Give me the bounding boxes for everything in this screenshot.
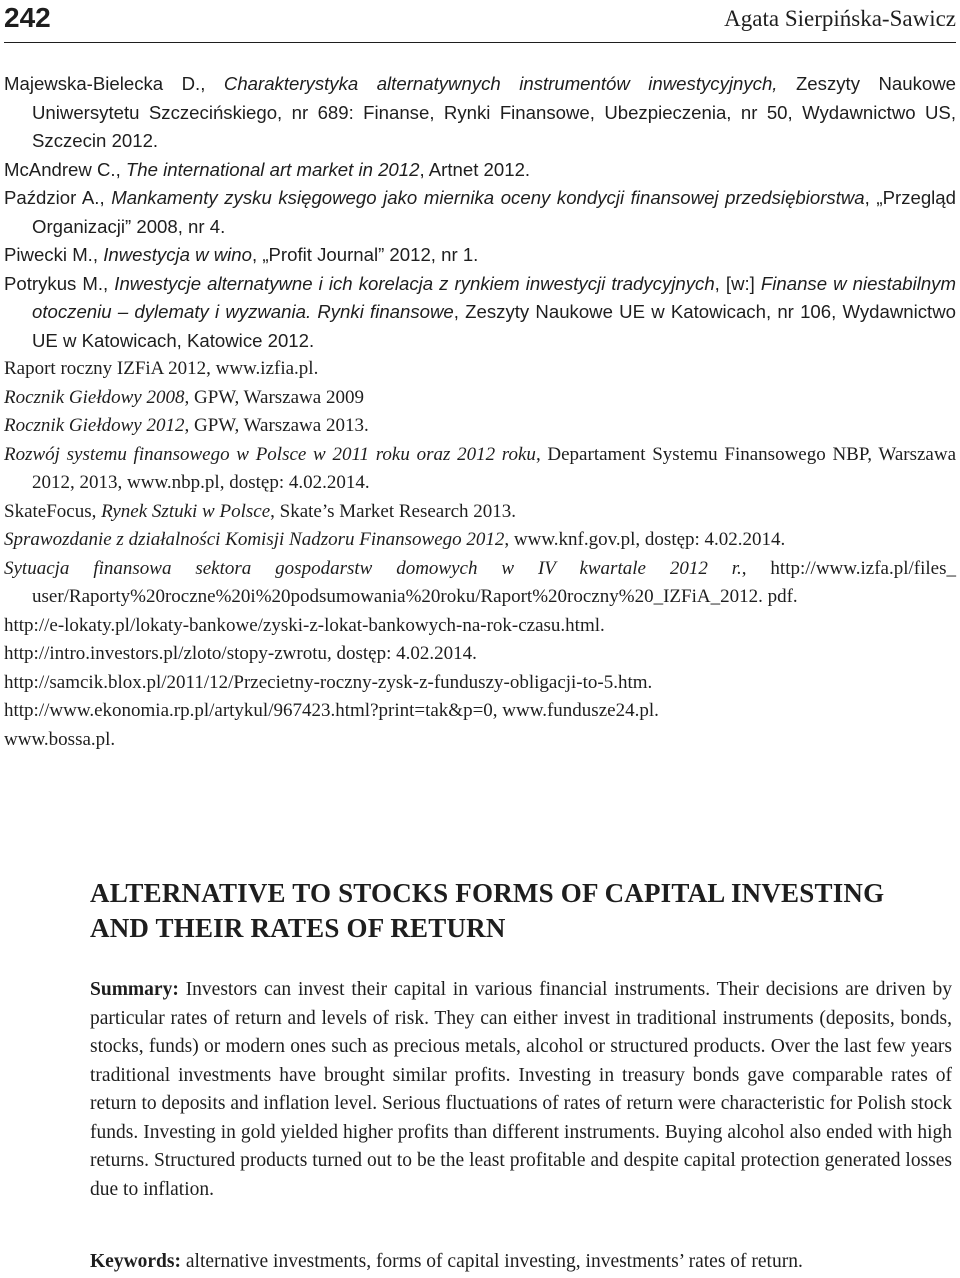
reference-entry <box>4 70 956 156</box>
reference-text: , GPW, Warszawa 2013. <box>184 415 369 436</box>
reference-text: Paździor A., <box>4 187 112 208</box>
reference-text: Potrykus M., <box>4 272 115 294</box>
reference-text: , GPW, Warszawa 2009 <box>184 386 364 408</box>
reference-title: Rozwój systemu finansowego w Polsce w 2011 roku oraz 2012 roku <box>4 443 536 465</box>
reference-text: , Artnet 2012. <box>419 158 531 180</box>
reference-entry <box>4 441 956 498</box>
page-header <box>4 0 956 40</box>
keywords-label: Keywords: <box>90 1251 181 1272</box>
reference-entry <box>4 612 956 641</box>
reference-title: Rocznik Giełdowy 2012 <box>4 415 185 436</box>
reference-text: , Zeszyty Naukowe UE w Katowicach, nr 106, Wydawnictwo UE w Katowicach, Katowice 2012. <box>32 301 956 351</box>
reference-text: SkateFocus, <box>4 500 102 522</box>
reference-text: www.bossa.pl. <box>4 728 116 750</box>
reference-title: Charakterystyka alternatywnych instrumentów inwestycyjnych, <box>223 73 778 94</box>
reference-text: http://samcik.blox.pl/2011/12/Przecietny-roczny-zysk-z-funduszy-obligacji-to-5.htm. <box>4 671 653 693</box>
reference-title: Inwestycje alternatywne i ich korelacja z rynkiem inwestycji tradycyjnych <box>114 272 715 294</box>
reference-title: Mankamenty zysku księgowego jako miernika oceny kondycji finansowej przedsiębiorstwa <box>111 187 865 208</box>
reference-text: McAndrew C., <box>4 158 126 180</box>
reference-entry <box>4 184 956 241</box>
reference-text: , http://www.izfa.pl/files_ user/Raporty%20roczne%20i%20podsumowania%20roku/Raport%20roczny%20_IZFiA_2012. pdf. <box>32 557 956 607</box>
reference-title: Rynek Sztuki w Polsce <box>101 500 271 522</box>
summary-text: Investors can invest their capital in various financial instruments. Their decisions are driven by particular rates of return and levels of risk. They can either invest in traditional instruments (deposits, bonds, stocks, funds) or modern ones such as precious metals, alcohol or structured products. Over the last few years traditional investments have brought similar profits. Investing in treasury bonds gave comparable rates of return to deposits and inflation level. Serious fluctuations of rates of return were characteristic for Polish stock funds. Investing in gold yielded higher profits than different instruments. Buying alcohol also ended with high returns. Structured products turned out to be the least profitable and despite capital protection generated losses due to inflation. <box>90 979 952 1200</box>
reference-entry <box>4 384 956 413</box>
bibliography-list <box>4 70 956 754</box>
reference-title: Sprawozdanie z działalności Komisji Nadzoru Finansowego 2012 <box>4 529 505 550</box>
reference-entry <box>4 355 956 384</box>
reference-entry <box>4 498 956 527</box>
reference-entry <box>4 270 956 356</box>
summary-paragraph <box>90 976 952 1204</box>
reference-text: Raport roczny IZFiA 2012, www.izfia.pl. <box>4 358 319 379</box>
keywords-paragraph <box>90 1248 952 1276</box>
abstract-title-line-1: ALTERNATIVE TO STOCKS FORMS OF CAPITAL INVESTING <box>90 878 885 908</box>
abstract-title <box>90 876 920 946</box>
reference-title: Inwestycja w wino <box>103 244 252 265</box>
reference-text: , www.knf.gov.pl, dostęp: 4.02.2014. <box>504 529 786 550</box>
reference-entry <box>4 669 956 698</box>
reference-text: Piwecki M., <box>4 244 104 265</box>
page-number: 242 <box>4 2 51 33</box>
reference-text: , Departament Systemu Finansowego NBP, Warszawa 2012, 2013, www.nbp.pl, dostęp: 4.02.2014. <box>32 443 957 493</box>
reference-entry <box>4 412 956 441</box>
reference-title: Sytuacja finansowa sektora gospodarstw domowych w IV kwartale 2012 r. <box>4 557 742 579</box>
reference-entry <box>4 156 956 185</box>
running-header-author: Agata Sierpińska-Sawicz <box>724 6 956 31</box>
reference-entry <box>4 726 956 755</box>
reference-entry <box>4 697 956 726</box>
reference-text: Majewska-Bielecka D., <box>4 73 224 94</box>
reference-text: Zeszyty Naukowe Uniwersytetu Szczecińskiego, nr 689: Finanse, Rynki Finansowe, Ubezpieczenia, nr 50, Wydawnictwo US, Szczecin 2012. <box>32 73 957 151</box>
reference-text: , Skate’s Market Research 2013. <box>270 500 517 522</box>
reference-title: Finanse w niestabilnym otoczeniu – dylematy i wyzwania. Rynki finansowe <box>32 272 956 322</box>
reference-title: The international art market in 2012 <box>125 158 420 180</box>
reference-entry <box>4 526 956 555</box>
reference-title: Rocznik Giełdowy 2008 <box>4 386 185 408</box>
abstract-title-line-2: AND THEIR RATES OF RETURN <box>90 913 506 943</box>
reference-text: http://e-lokaty.pl/lokaty-bankowe/zyski-z-lokat-bankowych-na-rok-czasu.html. <box>4 614 605 636</box>
reference-text: http://www.ekonomia.rp.pl/artykul/967423.html?print=tak&p=0, www.fundusze24.pl. <box>4 700 659 721</box>
reference-text: , „Przegląd Organizacji” 2008, nr 4. <box>32 187 956 237</box>
reference-entry <box>4 640 956 669</box>
reference-entry <box>4 555 956 612</box>
keywords-text: alternative investments, forms of capital investing, investments’ rates of return. <box>181 1251 803 1272</box>
reference-text: , [w:] <box>714 272 761 294</box>
summary-label: Summary: <box>90 979 179 1000</box>
reference-text: http://intro.investors.pl/zloto/stopy-zwrotu, dostęp: 4.02.2014. <box>4 643 477 664</box>
header-rule <box>4 42 956 43</box>
reference-text: , „Profit Journal” 2012, nr 1. <box>252 244 479 265</box>
reference-entry <box>4 241 956 270</box>
